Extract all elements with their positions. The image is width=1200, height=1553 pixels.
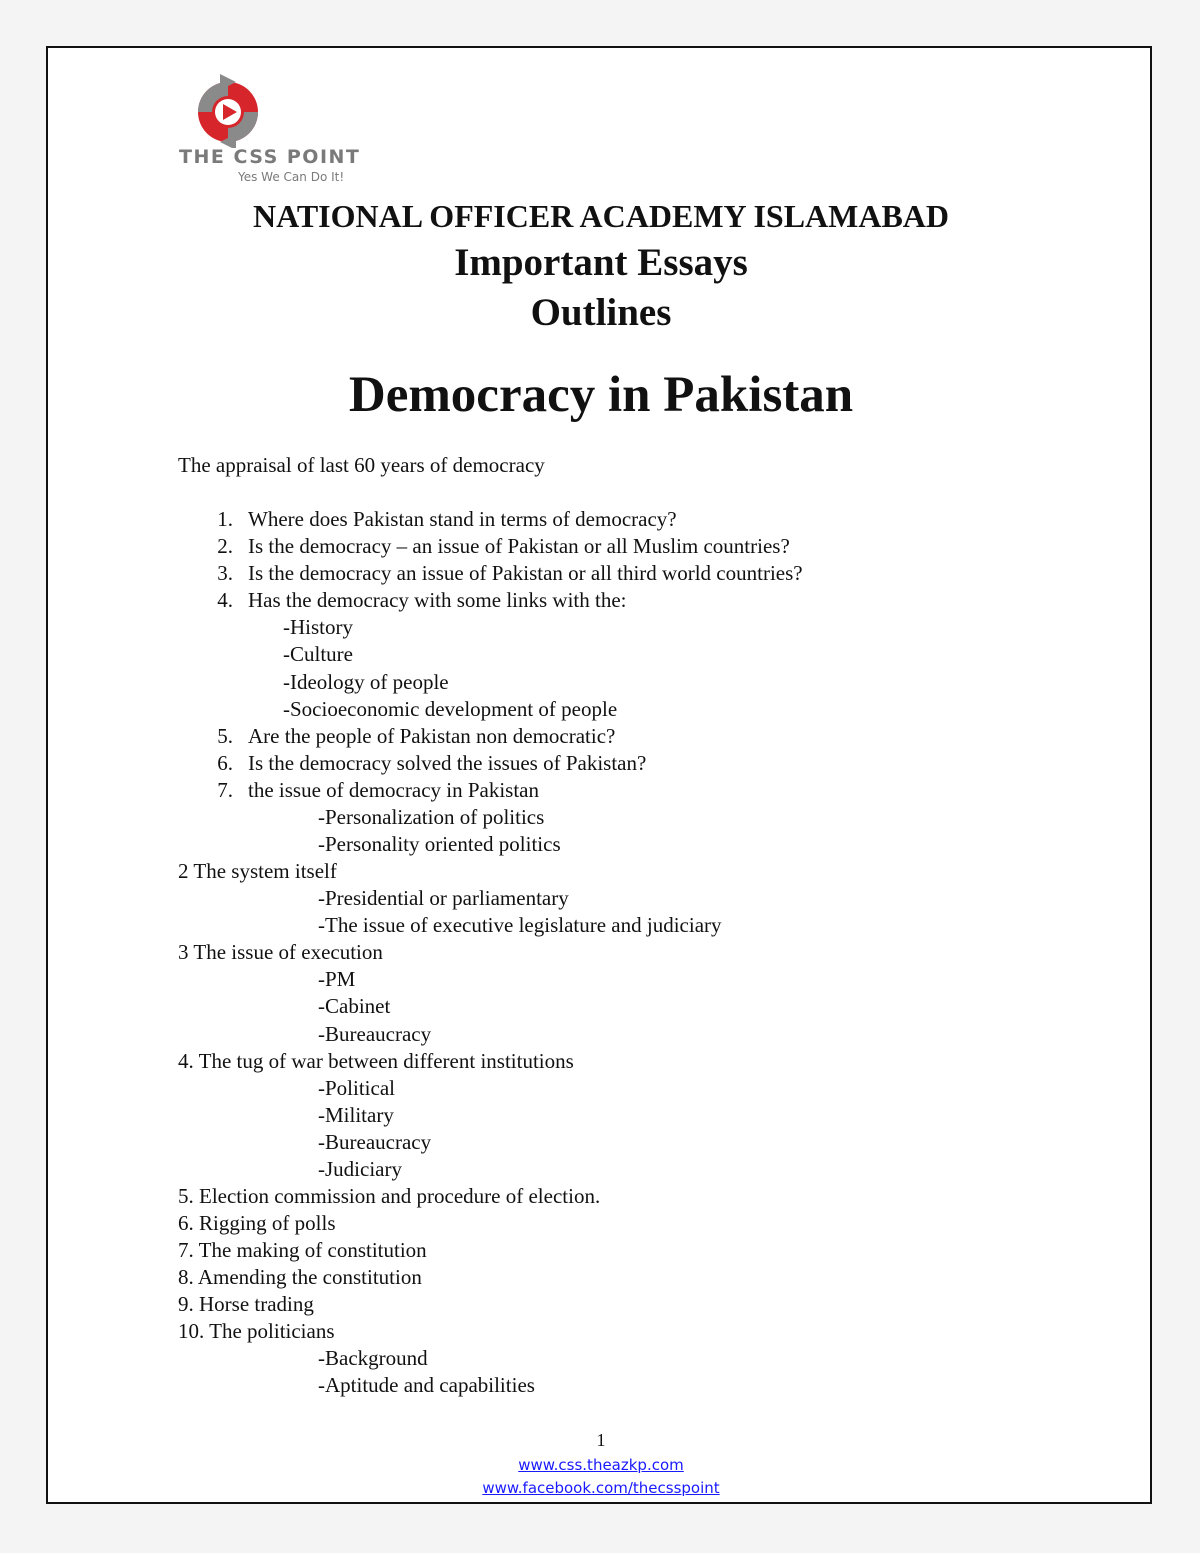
list-item-number: 7. bbox=[217, 778, 233, 802]
page-number: 1 bbox=[596, 1430, 606, 1450]
list-item-number: 5. bbox=[217, 724, 233, 748]
section-heading: 6. Rigging of polls bbox=[178, 1211, 336, 1235]
section-heading: 3 The issue of execution bbox=[178, 940, 383, 964]
sub-item: -Background bbox=[318, 1346, 428, 1370]
intro-text: The appraisal of last 60 years of democracy bbox=[178, 453, 545, 477]
list-item: Where does Pakistan stand in terms of democracy? bbox=[248, 507, 677, 531]
css-point-logo-icon bbox=[190, 72, 266, 148]
sub-item: -The issue of executive legislature and judiciary bbox=[318, 913, 722, 937]
list-item: Is the democracy an issue of Pakistan or all third world countries? bbox=[248, 561, 803, 585]
section-heading: 10. The politicians bbox=[178, 1319, 335, 1343]
logo-name: THE CSS POINT bbox=[179, 146, 361, 168]
facebook-link[interactable]: www.facebook.com/thecsspoint bbox=[482, 1479, 720, 1497]
sub-item: -Bureaucracy bbox=[318, 1130, 432, 1154]
sub-item: -Personality oriented politics bbox=[318, 832, 561, 856]
sub-item: -Bureaucracy bbox=[318, 1022, 432, 1046]
section-heading: 8. Amending the constitution bbox=[178, 1265, 422, 1289]
section-heading: 4. The tug of war between different institutions bbox=[178, 1049, 574, 1073]
sub-item: -Political bbox=[318, 1076, 395, 1100]
section-heading: 2 The system itself bbox=[178, 859, 337, 883]
sub-item: -Judiciary bbox=[318, 1157, 402, 1181]
section-heading: 7. The making of constitution bbox=[178, 1238, 427, 1262]
list-item-number: 3. bbox=[217, 561, 233, 585]
section-heading: 5. Election commission and procedure of election. bbox=[178, 1184, 601, 1208]
section-heading: 9. Horse trading bbox=[178, 1292, 314, 1316]
outlines-heading: Outlines bbox=[530, 291, 672, 334]
list-item: Is the democracy – an issue of Pakistan or all Muslim countries? bbox=[248, 534, 790, 558]
list-item-number: 6. bbox=[217, 751, 233, 775]
sub-item: -PM bbox=[318, 967, 356, 991]
sub-item: -Ideology of people bbox=[283, 670, 449, 694]
sub-item: -Socioeconomic development of people bbox=[283, 697, 618, 721]
logo-tagline: Yes We Can Do It! bbox=[238, 170, 345, 184]
sub-item: -Culture bbox=[283, 642, 353, 666]
list-item: the issue of democracy in Pakistan bbox=[248, 778, 540, 802]
list-item: Are the people of Pakistan non democratic? bbox=[248, 724, 616, 748]
list-item: Has the democracy with some links with the: bbox=[248, 588, 627, 612]
sub-item: -History bbox=[283, 615, 353, 639]
sub-item: -Military bbox=[318, 1103, 394, 1127]
list-item-number: 4. bbox=[217, 588, 233, 612]
sub-item: -Presidential or parliamentary bbox=[318, 886, 569, 910]
list-item-number: 1. bbox=[217, 507, 233, 531]
website-link[interactable]: www.css.theazkp.com bbox=[518, 1456, 684, 1474]
essay-title: Democracy in Pakistan bbox=[348, 367, 854, 423]
subtitle-heading: Important Essays bbox=[454, 241, 748, 284]
sub-item: -Cabinet bbox=[318, 994, 391, 1018]
list-item-number: 2. bbox=[217, 534, 233, 558]
document-page bbox=[46, 46, 1152, 1504]
sub-item: -Personalization of politics bbox=[318, 805, 545, 829]
sub-item: -Aptitude and capabilities bbox=[318, 1373, 535, 1397]
list-item: Is the democracy solved the issues of Pakistan? bbox=[248, 751, 647, 775]
academy-heading: NATIONAL OFFICER ACADEMY ISLAMABAD bbox=[252, 198, 950, 234]
